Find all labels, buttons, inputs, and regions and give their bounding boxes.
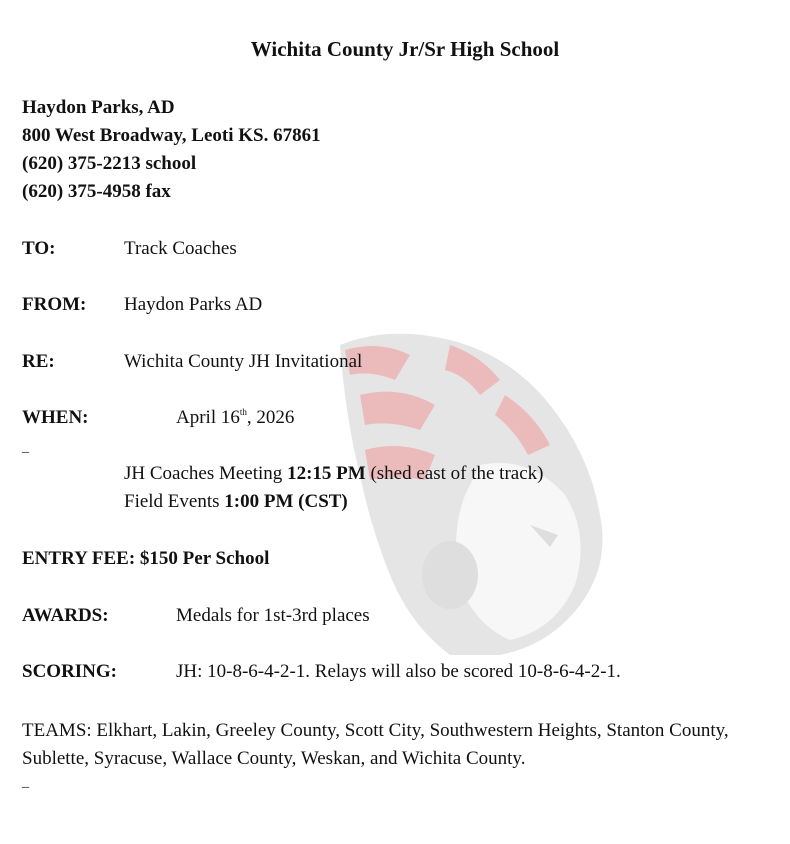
field-time: 1:00 PM (CST) xyxy=(224,491,348,512)
re-value: Wichita County JH Invitational xyxy=(124,351,363,372)
to-value: Track Coaches xyxy=(124,238,237,259)
scoring-value: JH: 10-8-6-4-2-1. Relays will also be scored 10-8-6-4-2-1. xyxy=(176,661,621,682)
scoring-label: SCORING: xyxy=(22,661,118,682)
when-month: April 16 xyxy=(176,407,240,428)
meeting-text: JH Coaches Meeting xyxy=(124,463,288,484)
contact-phone: (620) 375-2213 school xyxy=(22,153,197,174)
from-value: Haydon Parks AD xyxy=(124,294,263,315)
re-label: RE: xyxy=(22,351,55,372)
separator-dash: _ xyxy=(22,440,29,455)
meeting-place: (shed east of the track) xyxy=(365,463,544,484)
from-label: FROM: xyxy=(22,294,87,315)
when-year: , 2026 xyxy=(246,407,295,428)
field-events-line xyxy=(124,491,348,513)
meeting-time: 12:15 PM xyxy=(287,463,366,484)
contact-address: 800 West Broadway, Leoti KS. 67861 xyxy=(22,125,321,146)
when-suffix: th xyxy=(239,407,247,417)
teams-list: TEAMS: Elkhart, Lakin, Greeley County, Scott City, Southwestern Heights, Stanton County, Sublette, Syracuse, Wallace County, Weskan, and Wichita County. xyxy=(22,720,729,769)
separator-dash-end: _ xyxy=(22,775,29,790)
when-label: WHEN: xyxy=(22,407,89,428)
to-label: TO: xyxy=(22,238,56,259)
awards-label: AWARDS: xyxy=(22,605,109,626)
when-value xyxy=(176,407,294,429)
contact-fax: (620) 375-4958 fax xyxy=(22,181,171,202)
meeting-line xyxy=(124,463,543,485)
entry-fee: ENTRY FEE: $150 Per School xyxy=(22,548,270,569)
contact-name: Haydon Parks, AD xyxy=(22,97,175,118)
awards-value: Medals for 1st-3rd places xyxy=(176,605,370,626)
document-title: Wichita County Jr/Sr High School xyxy=(250,37,560,61)
field-text: Field Events xyxy=(124,491,225,512)
